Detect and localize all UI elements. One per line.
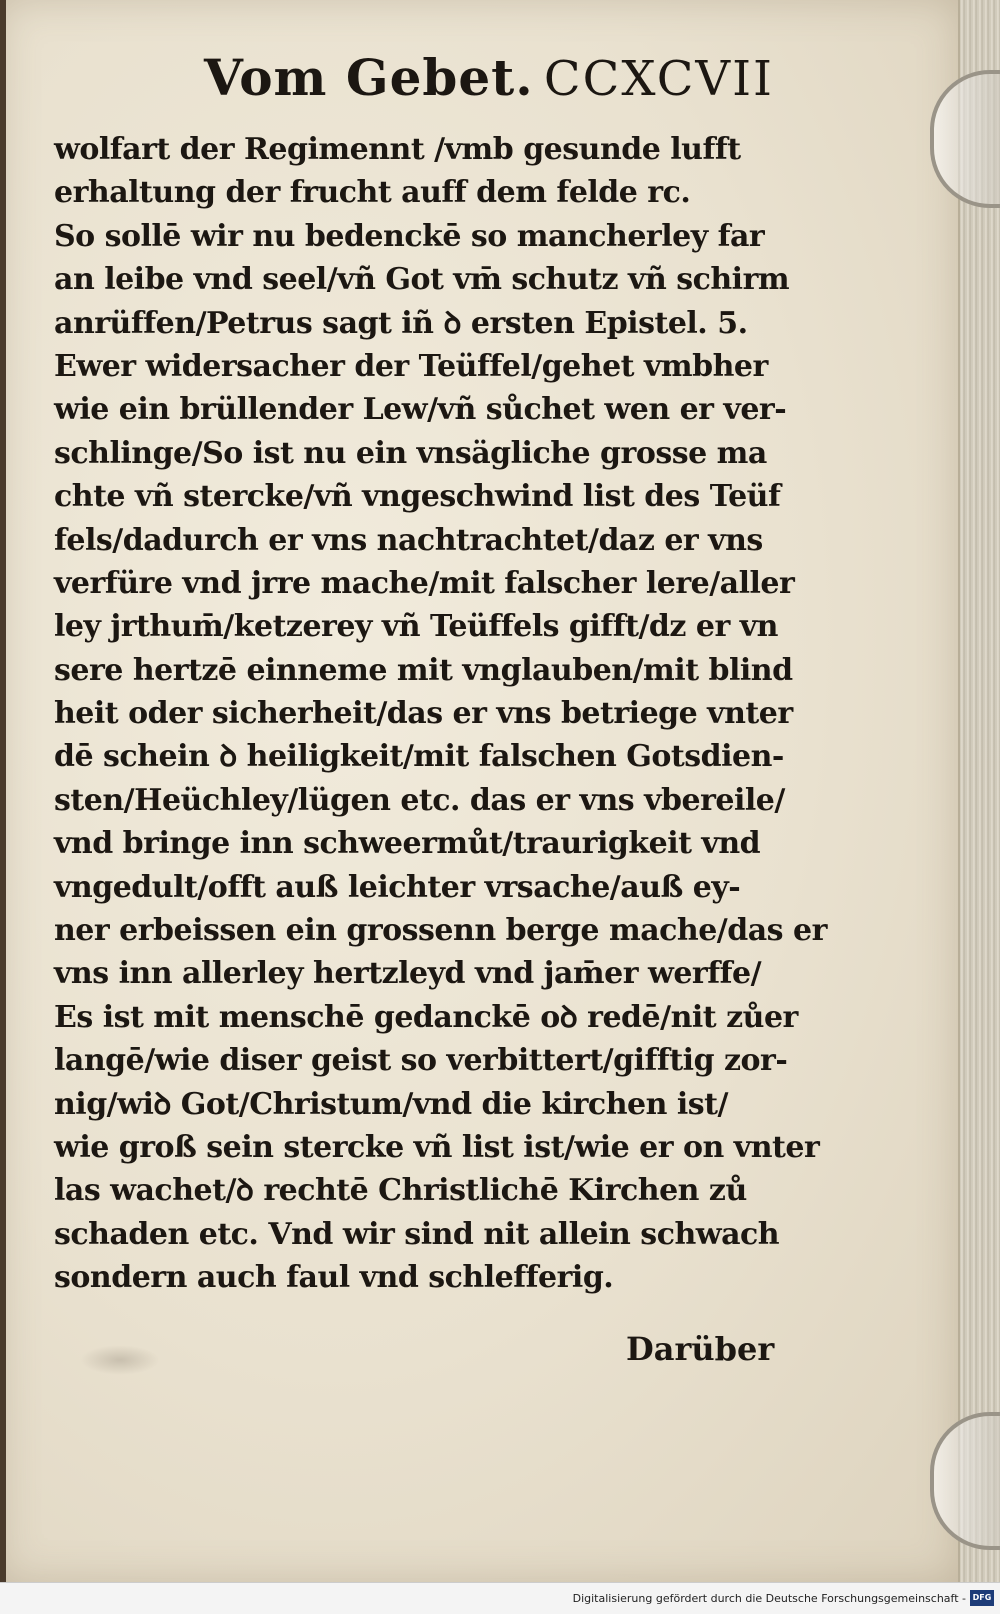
text-line: vngedult/offt auß leichter vrsache/auß ey- — [54, 869, 741, 905]
running-title: Vom Gebet. — [204, 48, 534, 107]
text-line: So sollē wir nu bedenckē so mancherley far — [54, 218, 765, 254]
text-line: nig/wiꝺ Got/Christum/vnd die kirchen ist/ — [54, 1086, 728, 1122]
text-line: sten/Heüchley/lügen etc. das er vns vbereile/ — [54, 782, 785, 818]
text-line: sere hertzē einneme mit vnglauben/mit blind — [54, 652, 793, 688]
text-line: chte vñ stercke/vñ vngeschwind list des Teüf — [54, 479, 781, 515]
credit-bar — [0, 1582, 1000, 1614]
text-line: langē/wie diser geist so verbittert/gifftig zor- — [54, 1043, 788, 1079]
text-line: Ewer widersacher der Teüffel/gehet vmbher — [54, 348, 768, 384]
text-line: sondern auch faul vnd schlefferig. — [54, 1260, 614, 1296]
text-line: anrüffen/Petrus sagt iñ ꝺ ersten Epistel. 5. — [54, 305, 748, 341]
text-line: heit oder sicherheit/das er vns betriege vnter — [54, 696, 793, 732]
text-line: ner erbeissen ein grossenn berge mache/das er — [54, 913, 827, 949]
text-line: vnd bringe inn schweermůt/traurigkeit vnd — [54, 826, 761, 862]
text-line: schlinge/So ist nu ein vnsägliche grosse ma — [54, 435, 767, 471]
text-line: fels/dadurch er vns nachtrachtet/daz er vns — [54, 522, 763, 558]
text-line: wie ein brüllender Lew/vñ sůchet wen er ver- — [54, 392, 787, 428]
text-line: schaden etc. Vnd wir sind nit allein schwach — [54, 1216, 780, 1252]
text-line: vns inn allerley hertzleyd vnd jam̄er werffe/ — [54, 956, 762, 992]
credit-text: Digitalisierung gefördert durch die Deutsche Forschungsgemeinschaft - — [572, 1592, 966, 1605]
text-line: verfüre vnd jrre mache/mit falscher lere/aller — [54, 565, 795, 601]
folio-number: CCXCVII — [543, 51, 774, 107]
text-line: dē schein ꝺ heiligkeit/mit falschen Gotsdien- — [54, 739, 784, 775]
page-edges — [958, 0, 1000, 1582]
text-line: Es ist mit menschē gedanckē oꝺ redē/nit zůer — [54, 999, 798, 1035]
text-line: wolfart der Regimennt /vmb gesunde lufft — [54, 132, 741, 167]
text-line: ley jrthum̄/ketzerey vñ Teüffels gifft/dz er vn — [54, 609, 778, 645]
text-line: wie groß sein stercke vñ list ist/wie er on vnter — [54, 1129, 820, 1165]
binding-edge — [0, 0, 6, 1582]
text-line: erhaltung der frucht auff dem felde rc. — [54, 175, 691, 211]
text-line: las wachet/ꝺ rechtē Christlichē Kirchen zů — [54, 1173, 747, 1209]
page-header — [54, 48, 774, 128]
ink-smudge — [80, 1345, 160, 1375]
body-text — [54, 128, 827, 1300]
text-line: an leibe vnd seel/vñ Got vm̄ schutz vñ schirm — [54, 262, 790, 298]
text-block — [54, 48, 827, 1300]
catchword: Darüber — [626, 1330, 775, 1368]
dfg-logo: DFG — [970, 1590, 994, 1606]
